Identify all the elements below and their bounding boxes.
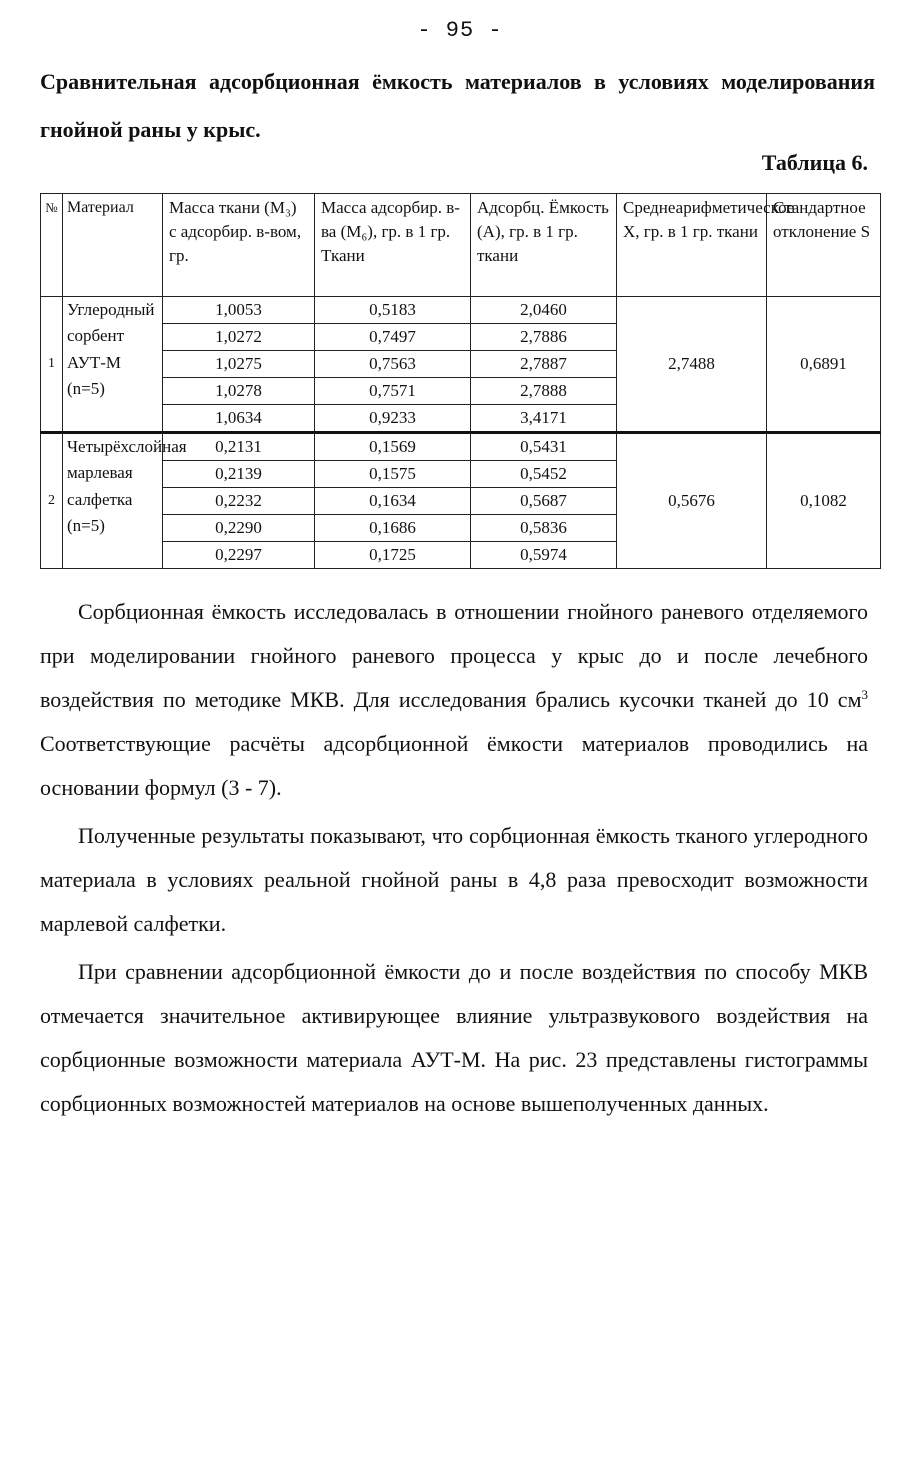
table-row xyxy=(41,433,881,461)
cell-m3: 1,0278 xyxy=(163,378,315,405)
cell-m6: 0,9233 xyxy=(315,405,471,433)
cell-capacity: 2,7886 xyxy=(471,324,617,351)
paragraph-3: При сравнении адсорбционной ёмкости до и после воздействия по способу МКВ отмечается значительное активирующее влияние ультразвукового воздействия на сорбционные возможности материала АУТ-М. На рис. 23 представлены гистограммы сорбционных возможностей материалов на основе вышеполученных данных. xyxy=(40,959,868,1116)
header-mean: Среднеарифметическое Х, гр. в 1 гр. ткани xyxy=(617,194,767,297)
cell-m6: 0,7497 xyxy=(315,324,471,351)
cell-capacity: 2,7888 xyxy=(471,378,617,405)
group-index: 2 xyxy=(41,433,63,569)
cell-capacity: 0,5974 xyxy=(471,542,617,569)
document-title: Сравнительная адсорбционная ёмкость материалов в условиях моделирования гнойной раны у крыс. xyxy=(40,69,875,142)
cell-m3: 0,2131 xyxy=(163,433,315,461)
page-number: - 95 - xyxy=(417,18,503,43)
table-header-row xyxy=(41,194,881,297)
cell-m6: 0,1725 xyxy=(315,542,471,569)
cell-capacity: 3,4171 xyxy=(471,405,617,433)
material-name: Углеродный сорбент АУТ-М (n=5) xyxy=(63,297,163,433)
cell-capacity: 0,5431 xyxy=(471,433,617,461)
cell-m3: 1,0272 xyxy=(163,324,315,351)
cell-capacity: 0,5687 xyxy=(471,488,617,515)
cell-m6: 0,1686 xyxy=(315,515,471,542)
cell-capacity: 0,5452 xyxy=(471,461,617,488)
header-std: Стандартное отклонение S xyxy=(767,194,881,297)
adsorption-table xyxy=(40,193,881,569)
table-row xyxy=(41,297,881,324)
cell-m3: 0,2232 xyxy=(163,488,315,515)
cell-m6: 0,7571 xyxy=(315,378,471,405)
cell-m3: 1,0275 xyxy=(163,351,315,378)
cell-m6: 0,7563 xyxy=(315,351,471,378)
cell-m6: 0,1575 xyxy=(315,461,471,488)
cell-m3: 1,0634 xyxy=(163,405,315,433)
header-capacity: Адсорбц. Ёмкость (А), гр. в 1 гр. ткани xyxy=(471,194,617,297)
header-no: № xyxy=(41,194,63,297)
paragraph-1-text-end: Соответствующие расчёты адсорбционной ёмкости материалов проводились на основании формул (3 - 7). xyxy=(40,687,879,800)
cell-m6: 0,1634 xyxy=(315,488,471,515)
cell-mean: 0,5676 xyxy=(617,433,767,569)
cell-m3: 0,2297 xyxy=(163,542,315,569)
paragraph-1-text: Сорбционная ёмкость исследовалась в отношении гнойного раневого отделяемого при моделировании гнойного раневого процесса у крыс до и после лечебного воздействия по методике МКВ. Для исследования брались кусочки тканей до 10 см xyxy=(40,599,868,712)
header-tissue-mass: Масса ткани (М₃) с адсорбир. в-вом, гр. xyxy=(163,194,315,297)
cell-capacity: 2,0460 xyxy=(471,297,617,324)
cell-m3: 0,2290 xyxy=(163,515,315,542)
cell-m6: 0,1569 xyxy=(315,433,471,461)
header-material: Материал xyxy=(63,194,163,297)
cell-std: 0,6891 xyxy=(767,297,881,433)
cell-mean: 2,7488 xyxy=(617,297,767,433)
cell-m3: 0,2139 xyxy=(163,461,315,488)
group-index: 1 xyxy=(41,297,63,433)
material-name: Четырёхслойная марлевая салфетка (n=5) xyxy=(63,433,163,569)
cell-m6: 0,5183 xyxy=(315,297,471,324)
cell-std: 0,1082 xyxy=(767,433,881,569)
cell-m3: 1,0053 xyxy=(163,297,315,324)
header-adsorbed-mass: Масса адсорбир. в-ва (М₆), гр. в 1 гр. Ткани xyxy=(315,194,471,297)
paragraph-1 xyxy=(40,590,879,810)
superscript-3: 3 xyxy=(861,687,868,702)
cell-capacity: 2,7887 xyxy=(471,351,617,378)
table-caption: Таблица 6. xyxy=(761,150,868,175)
paragraph-2: Полученные результаты показывают, что сорбционная ёмкость тканого углеродного материала в условиях реальной гнойной раны в 4,8 раза превосходит возможности марлевой салфетки. xyxy=(40,823,868,936)
body-text xyxy=(40,590,879,1130)
cell-capacity: 0,5836 xyxy=(471,515,617,542)
